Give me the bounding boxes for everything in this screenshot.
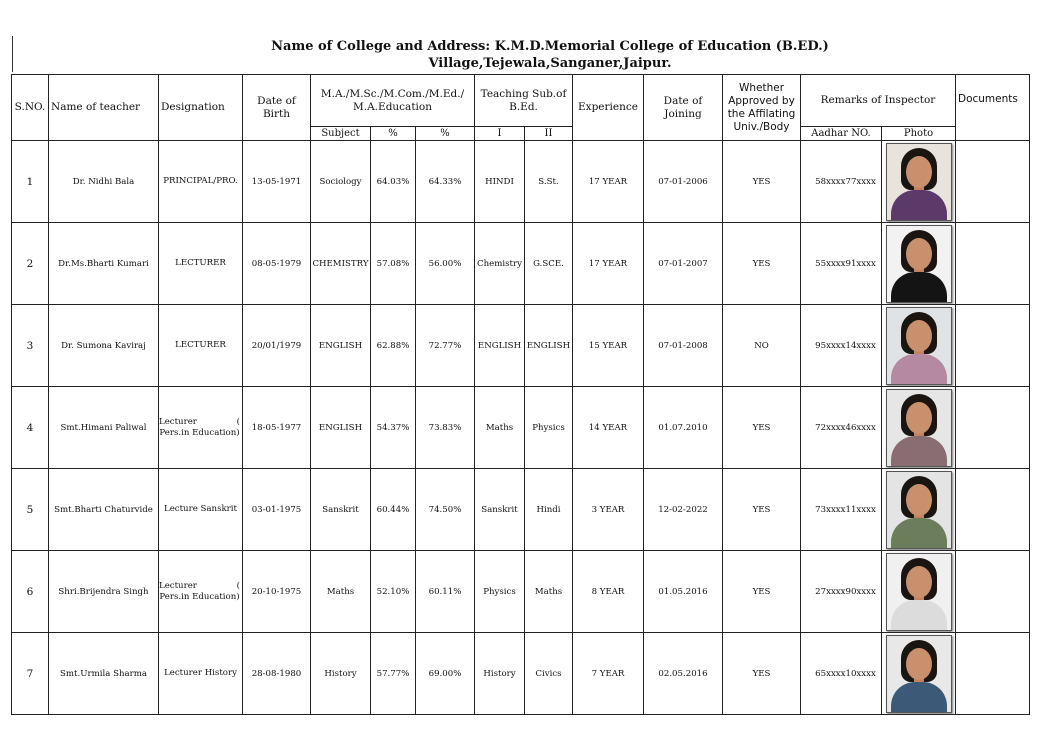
cell-pct2: 73.83% [416, 387, 475, 469]
cell-subject: Sanskrit [311, 469, 371, 551]
cell-documents [956, 305, 1030, 387]
teacher-photo [886, 307, 952, 385]
cell-teach2: Physics [525, 387, 573, 469]
cell-pct2: 72.77% [416, 305, 475, 387]
cell-dob: 03-01-1975 [243, 469, 311, 551]
cell-subject: CHEMISTRY [311, 223, 371, 305]
cell-aadhar: 55xxxx91xxxx [801, 223, 882, 305]
cell-photo [882, 305, 956, 387]
cell-dob: 20/01/1979 [243, 305, 311, 387]
cell-sno: 5 [12, 469, 49, 551]
cell-sno: 4 [12, 387, 49, 469]
cell-dob: 28-08-1980 [243, 633, 311, 715]
cell-doj: 01.07.2010 [644, 387, 723, 469]
cell-pct1: 54.37% [371, 387, 416, 469]
teacher-table [11, 74, 1030, 715]
cell-photo [882, 469, 956, 551]
college-name-line: Name of College and Address: K.M.D.Memorial College of Education (B.ED.) [271, 39, 829, 54]
cell-designation: LECTURER [159, 223, 243, 305]
photo-body [891, 600, 947, 631]
header-name: Name of teacher [49, 75, 159, 141]
designation-note: Pers.in Education [159, 591, 237, 602]
header-designation: Designation [159, 75, 243, 141]
teacher-photo [886, 635, 952, 713]
cell-documents [956, 223, 1030, 305]
cell-name: Dr. Nidhi Bala [49, 141, 159, 223]
teacher-photo [886, 225, 952, 303]
college-address-line: Village,Tejewala,Sanganer,Jaipur. [428, 56, 672, 71]
photo-face [906, 238, 932, 270]
cell-documents [956, 141, 1030, 223]
cell-dob: 18-05-1977 [243, 387, 311, 469]
cell-experience: 14 YEAR [573, 387, 644, 469]
cell-doj: 07-01-2006 [644, 141, 723, 223]
header-qualification: M.A./M.Sc./M.Com./M.Ed./ M.A.Education [311, 75, 475, 127]
photo-body [891, 518, 947, 549]
teacher-photo [886, 389, 952, 467]
table-row [12, 469, 1030, 551]
cell-subject: History [311, 633, 371, 715]
cell-aadhar: 73xxxx11xxxx [801, 469, 882, 551]
cell-aadhar: 65xxxx10xxxx [801, 633, 882, 715]
cell-photo [882, 551, 956, 633]
header-aadhar: Aadhar NO. [801, 127, 882, 141]
cell-aadhar: 95xxxx14xxxx [801, 305, 882, 387]
cell-approved: YES [723, 469, 801, 551]
cell-documents [956, 551, 1030, 633]
cell-photo [882, 141, 956, 223]
cell-doj: 12-02-2022 [644, 469, 723, 551]
photo-face [906, 566, 932, 598]
cell-dob: 08-05-1979 [243, 223, 311, 305]
cell-name: Dr. Sumona Kaviraj [49, 305, 159, 387]
designation-title: Lecturer [159, 416, 197, 427]
photo-face [906, 402, 932, 434]
cell-doj: 02.05.2016 [644, 633, 723, 715]
cell-documents [956, 387, 1030, 469]
cell-designation: LECTURER [159, 305, 243, 387]
page-title [0, 38, 1049, 72]
photo-face [906, 320, 932, 352]
cell-pct1: 57.08% [371, 223, 416, 305]
cell-approved: YES [723, 551, 801, 633]
header-doj: Date of Joining [644, 75, 723, 141]
cell-subject: ENGLISH [311, 305, 371, 387]
cell-approved: YES [723, 633, 801, 715]
cell-teach2: ENGLISH [525, 305, 573, 387]
header-remarks: Remarks of Inspector [801, 75, 956, 127]
teacher-photo [886, 471, 952, 549]
cell-subject: Maths [311, 551, 371, 633]
cell-pct2: 64.33% [416, 141, 475, 223]
header-subject: Subject [311, 127, 371, 141]
photo-face [906, 484, 932, 516]
designation-bracket-close: ) [236, 427, 240, 438]
cell-pct1: 60.44% [371, 469, 416, 551]
cell-pct2: 69.00% [416, 633, 475, 715]
cell-teach1: Chemistry [475, 223, 525, 305]
cell-sno: 2 [12, 223, 49, 305]
designation-bracket: ( [236, 416, 240, 427]
cell-teach2: Civics [525, 633, 573, 715]
cell-teach1: Physics [475, 551, 525, 633]
cell-aadhar: 27xxxx90xxxx [801, 551, 882, 633]
cell-aadhar: 58xxxx77xxxx [801, 141, 882, 223]
cell-subject: Sociology [311, 141, 371, 223]
cell-teach2: Hindi [525, 469, 573, 551]
cell-experience: 15 YEAR [573, 305, 644, 387]
cell-doj: 07-01-2008 [644, 305, 723, 387]
cell-designation [159, 387, 243, 469]
table-row [12, 387, 1030, 469]
cell-teach2: Maths [525, 551, 573, 633]
header-approved: Whether Approved by the Affilating Univ./Body [723, 75, 801, 141]
cell-name: Shri.Brijendra Singh [49, 551, 159, 633]
photo-body [891, 190, 947, 221]
cell-designation: PRINCIPAL/PRO. [159, 141, 243, 223]
cell-approved: YES [723, 387, 801, 469]
cell-designation: Lecturer History [159, 633, 243, 715]
designation-bracket-close: ) [236, 591, 240, 602]
cell-teach1: History [475, 633, 525, 715]
header-pct2: % [416, 127, 475, 141]
photo-face [906, 156, 932, 188]
cell-pct2: 56.00% [416, 223, 475, 305]
cell-photo [882, 387, 956, 469]
cell-pct2: 60.11% [416, 551, 475, 633]
cell-approved: NO [723, 305, 801, 387]
cell-name: Smt.Urmila Sharma [49, 633, 159, 715]
table-row [12, 633, 1030, 715]
cell-doj: 01.05.2016 [644, 551, 723, 633]
photo-body [891, 272, 947, 303]
cell-designation [159, 551, 243, 633]
header-teaching: Teaching Sub.of B.Ed. [475, 75, 573, 127]
cell-teach2: G.SCE. [525, 223, 573, 305]
header-dob: Date of Birth [243, 75, 311, 141]
photo-body [891, 682, 947, 713]
table-row [12, 223, 1030, 305]
cell-sno: 1 [12, 141, 49, 223]
header-teach2: II [525, 127, 573, 141]
cell-designation: Lecture Sanskrit [159, 469, 243, 551]
cell-teach1: ENGLISH [475, 305, 525, 387]
cell-doj: 07-01-2007 [644, 223, 723, 305]
cell-sno: 3 [12, 305, 49, 387]
cell-pct2: 74.50% [416, 469, 475, 551]
cell-pct1: 57.77% [371, 633, 416, 715]
cell-sno: 6 [12, 551, 49, 633]
table-row [12, 305, 1030, 387]
cell-dob: 20-10-1975 [243, 551, 311, 633]
table-row [12, 141, 1030, 223]
cell-documents [956, 633, 1030, 715]
cell-approved: YES [723, 141, 801, 223]
cell-experience: 3 YEAR [573, 469, 644, 551]
cell-name: Smt.Bharti Chaturvide [49, 469, 159, 551]
cell-pct1: 64.03% [371, 141, 416, 223]
header-pct1: % [371, 127, 416, 141]
cell-pct1: 52.10% [371, 551, 416, 633]
cell-approved: YES [723, 223, 801, 305]
header-experience: Experience [573, 75, 644, 141]
photo-body [891, 354, 947, 385]
cell-photo [882, 633, 956, 715]
header-teach1: I [475, 127, 525, 141]
header-photo: Photo [882, 127, 956, 141]
cell-teach1: Sanskrit [475, 469, 525, 551]
designation-title: Lecturer [159, 580, 197, 591]
cell-sno: 7 [12, 633, 49, 715]
cell-photo [882, 223, 956, 305]
cell-experience: 17 YEAR [573, 141, 644, 223]
cell-aadhar: 72xxxx46xxxx [801, 387, 882, 469]
cell-name: Smt.Himani Paliwal [49, 387, 159, 469]
cell-documents [956, 469, 1030, 551]
designation-note: Pers.in Education [159, 427, 237, 438]
cell-dob: 13-05-1971 [243, 141, 311, 223]
cell-teach2: S.St. [525, 141, 573, 223]
cell-experience: 17 YEAR [573, 223, 644, 305]
teacher-photo [886, 143, 952, 221]
cell-name: Dr.Ms.Bharti Kumari [49, 223, 159, 305]
header-sno: S.NO. [12, 75, 49, 141]
cell-teach1: HINDI [475, 141, 525, 223]
cell-subject: ENGLISH [311, 387, 371, 469]
cell-experience: 7 YEAR [573, 633, 644, 715]
cell-experience: 8 YEAR [573, 551, 644, 633]
teacher-photo [886, 553, 952, 631]
photo-face [906, 648, 932, 680]
header-documents: Documents [956, 75, 1030, 141]
cell-teach1: Maths [475, 387, 525, 469]
designation-bracket: ( [236, 580, 240, 591]
photo-body [891, 436, 947, 467]
table-row [12, 551, 1030, 633]
cell-pct1: 62.88% [371, 305, 416, 387]
